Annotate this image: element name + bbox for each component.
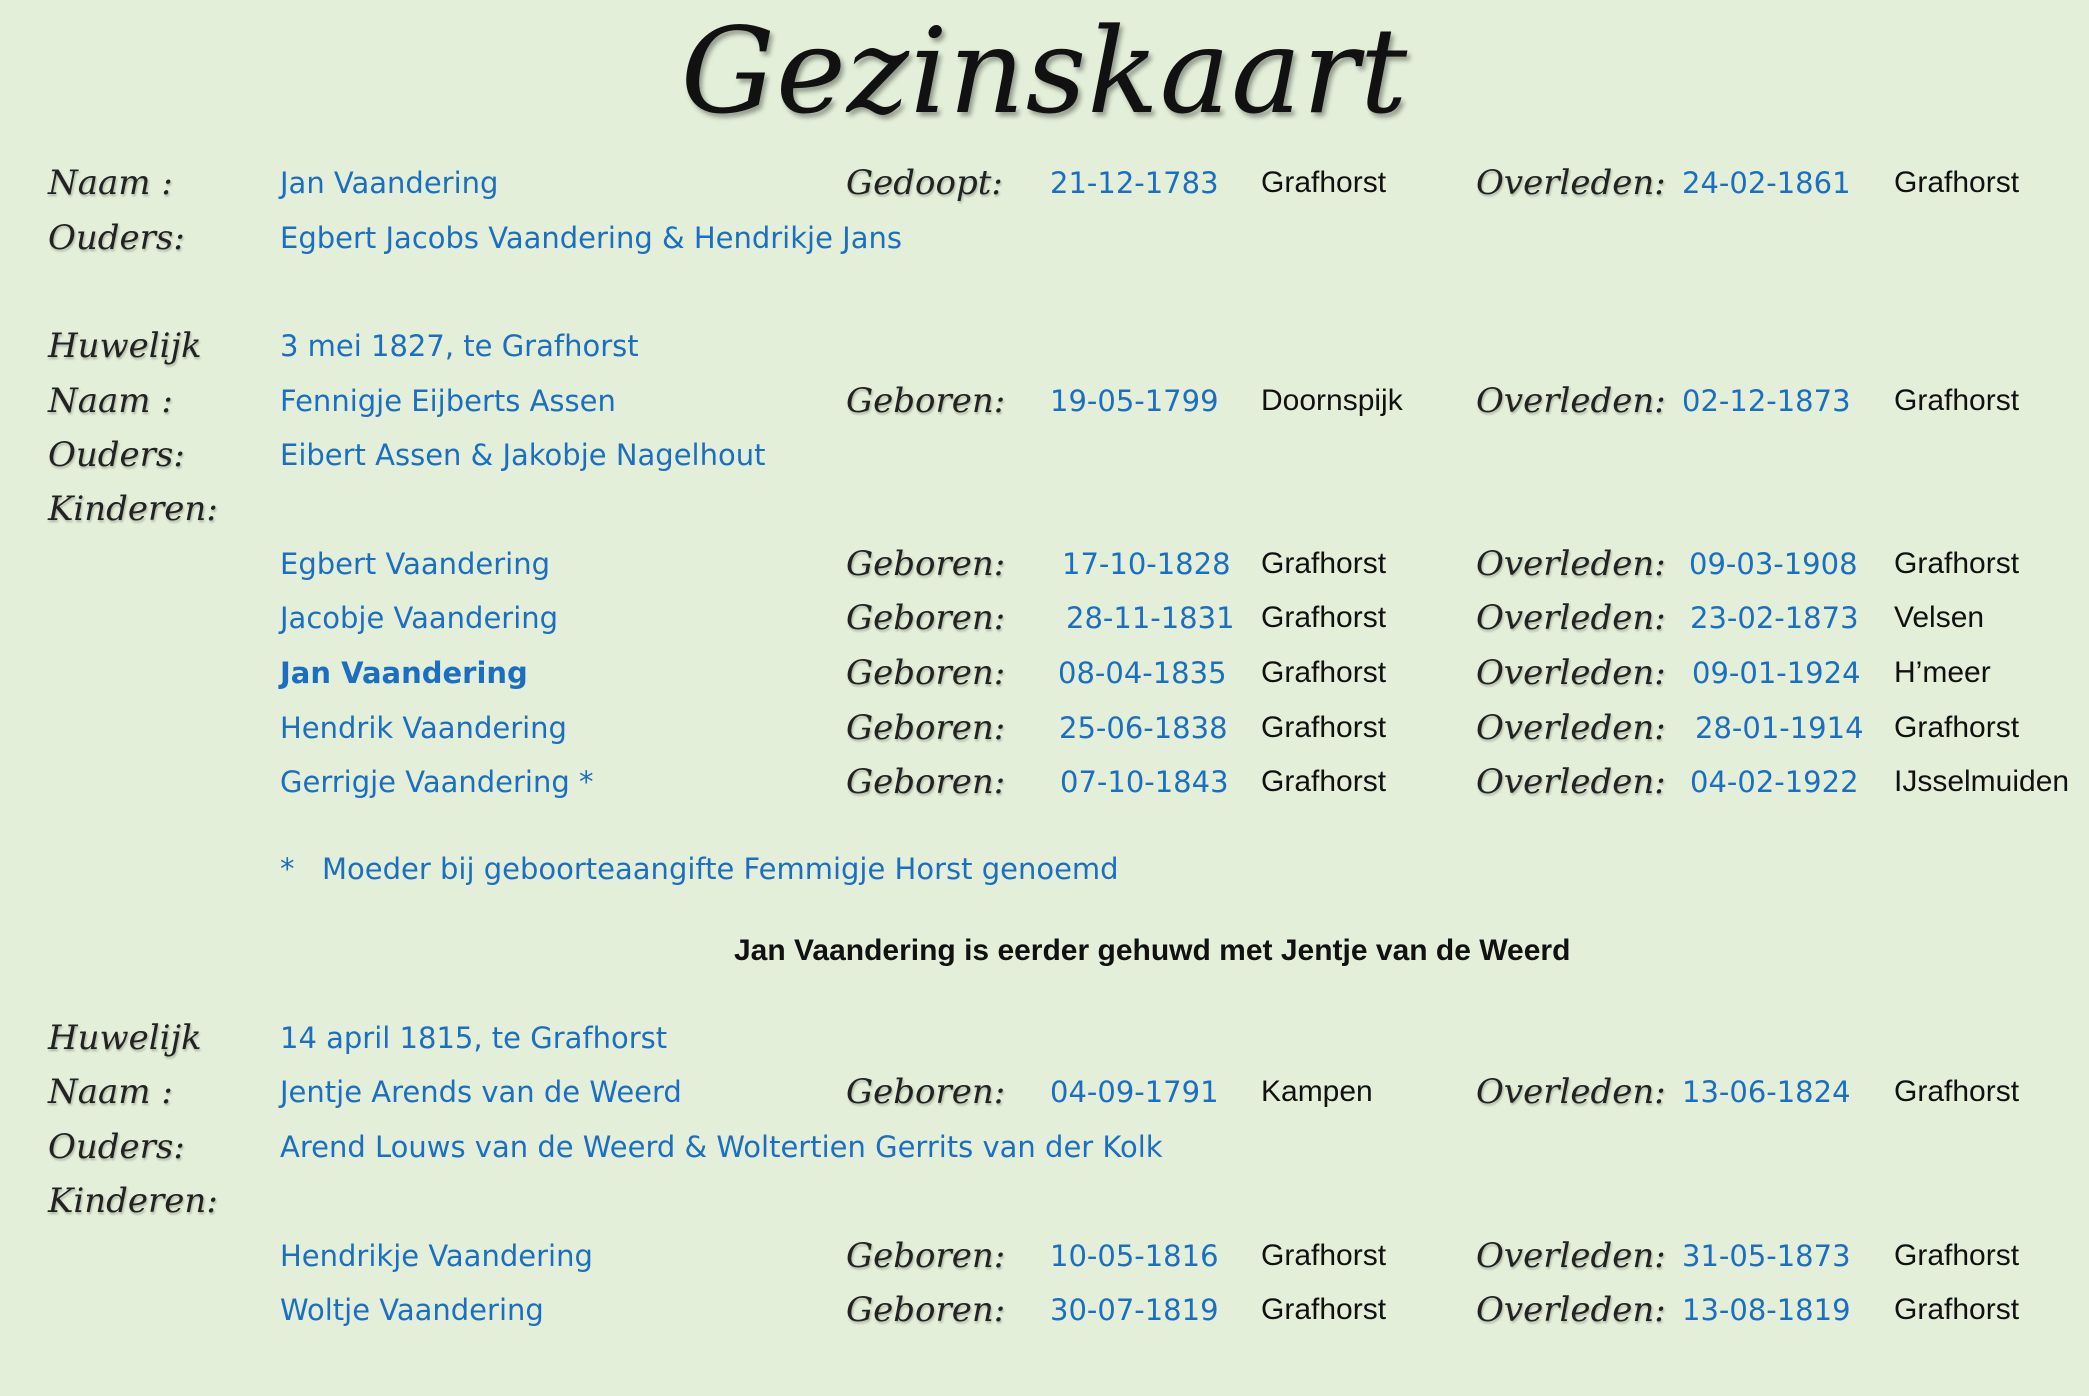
child-death-place: Grafhorst [1894,1293,2020,1326]
label-overleden: Overleden: [1476,1072,1666,1112]
label-geboren: Geboren: [846,598,1006,638]
label-huwelijk: Huwelijk [48,326,202,366]
person-baptized-place: Grafhorst [1261,166,1387,199]
label-huwelijk: Huwelijk [48,1018,202,1058]
spouse1-death-date: 02-12-1873 [1682,384,1851,418]
label-ouders: Ouders: [48,1127,185,1167]
spouse1-parents: Eibert Assen & Jakobje Nagelhout [280,438,766,472]
child-death-date: 04-02-1922 [1690,765,1859,799]
label-overleden: Overleden: [1476,598,1666,638]
child-death-place: Grafhorst [1894,711,2020,744]
label-overleden: Overleden: [1476,708,1666,748]
label-naam: Naam : [48,1072,173,1112]
child-birth-date: 30-07-1819 [1050,1293,1219,1327]
child-death-place: Grafhorst [1894,1239,2020,1272]
person-baptized-date: 21-12-1783 [1050,166,1219,200]
label-kinderen: Kinderen: [48,1181,218,1221]
label-geboren: Geboren: [846,1072,1006,1112]
child-death-place: Velsen [1894,601,1985,634]
child-birth-place: Grafhorst [1261,711,1387,744]
child-birth-place: Grafhorst [1261,547,1387,580]
label-overleden: Overleden: [1476,381,1666,421]
label-overleden: Overleden: [1476,163,1666,203]
label-geboren: Geboren: [846,381,1006,421]
label-naam: Naam : [48,381,173,421]
child-birth-date: 17-10-1828 [1062,547,1231,581]
child-death-place: Grafhorst [1894,547,2020,580]
label-geboren: Geboren: [846,1290,1006,1330]
child-name: Hendrikje Vaandering [280,1239,593,1273]
label-overleden: Overleden: [1476,1290,1666,1330]
person-death-date: 24-02-1861 [1682,166,1851,200]
page-title: Gezinskaart [680,2,1409,140]
child-death-date: 09-03-1908 [1689,547,1858,581]
label-overleden: Overleden: [1476,762,1666,802]
child-name: Egbert Vaandering [280,547,551,581]
label-naam: Naam : [48,163,173,203]
child-name: Gerrigje Vaandering * [280,765,594,799]
label-geboren: Geboren: [846,1236,1006,1276]
child-birth-date: 25-06-1838 [1059,711,1228,745]
child-name: Woltje Vaandering [280,1293,544,1327]
label-geboren: Geboren: [846,653,1006,693]
person-parents: Egbert Jacobs Vaandering & Hendrikje Jans [280,221,902,255]
child-birth-place: Grafhorst [1261,601,1387,634]
person-name: Jan Vaandering [280,166,499,200]
label-overleden: Overleden: [1476,653,1666,693]
label-geboren: Geboren: [846,544,1006,584]
spouse1-birth-date: 19-05-1799 [1050,384,1219,418]
spouse2-death-date: 13-06-1824 [1682,1075,1851,1109]
spouse2-parents: Arend Louws van de Weerd & Woltertien Gerrits van der Kolk [280,1130,1163,1164]
spouse1-death-place: Grafhorst [1894,384,2020,417]
earlier-marriage-heading: Jan Vaandering is eerder gehuwd met Jentje van de Weerd [734,934,1571,967]
marriage1-date: 3 mei 1827, te Grafhorst [280,329,639,363]
spouse2-birth-place: Kampen [1261,1075,1373,1108]
label-geboren: Geboren: [846,762,1006,802]
child-name: Jan Vaandering [280,656,528,690]
child-death-date: 09-01-1924 [1692,656,1861,690]
spouse2-birth-date: 04-09-1791 [1050,1075,1219,1109]
label-gedoopt: Gedoopt: [846,163,1003,203]
marriage2-date: 14 april 1815, te Grafhorst [280,1021,668,1055]
child-death-date: 23-02-1873 [1690,601,1859,635]
child-death-date: 28-01-1914 [1695,711,1864,745]
label-kinderen: Kinderen: [48,489,218,529]
child-birth-place: Grafhorst [1261,765,1387,798]
child-name: Jacobje Vaandering [280,601,559,635]
child-birth-place: Grafhorst [1261,1293,1387,1326]
child-birth-place: Grafhorst [1261,1239,1387,1272]
child-death-place: H’meer [1894,656,1991,689]
spouse2-name: Jentje Arends van de Weerd [280,1075,682,1109]
person-death-place: Grafhorst [1894,166,2020,199]
note-text: Moeder bij geboorteaangifte Femmigje Horst genoemd [322,852,1119,886]
child-birth-date: 10-05-1816 [1050,1239,1219,1273]
child-name: Hendrik Vaandering [280,711,567,745]
child-birth-date: 07-10-1843 [1060,765,1229,799]
child-birth-date: 28-11-1831 [1066,601,1235,635]
spouse2-death-place: Grafhorst [1894,1075,2020,1108]
child-death-place: IJsselmuiden [1894,765,2070,798]
child-death-date: 31-05-1873 [1682,1239,1851,1273]
spouse1-birth-place: Doornspijk [1261,384,1403,417]
label-ouders: Ouders: [48,218,185,258]
label-overleden: Overleden: [1476,544,1666,584]
label-overleden: Overleden: [1476,1236,1666,1276]
label-ouders: Ouders: [48,435,185,475]
note-marker: * [280,852,295,886]
spouse1-name: Fennigje Eijberts Assen [280,384,616,418]
label-geboren: Geboren: [846,708,1006,748]
child-birth-place: Grafhorst [1261,656,1387,689]
child-death-date: 13-08-1819 [1682,1293,1851,1327]
child-birth-date: 08-04-1835 [1058,656,1227,690]
